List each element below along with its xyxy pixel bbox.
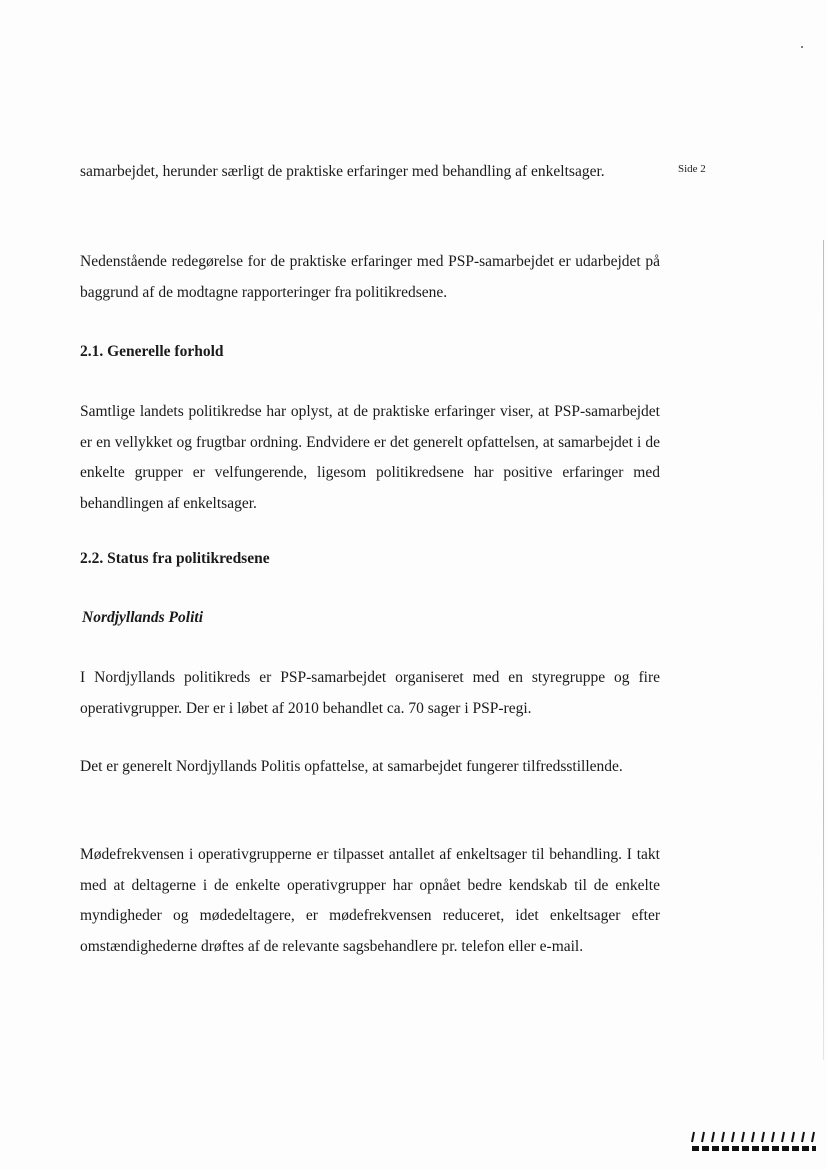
scan-speck [801, 46, 803, 48]
section-heading-general: 2.1. Generelle forhold [80, 343, 224, 360]
paragraph-report-basis: Nedenstående redegørelse for de praktiske erfaringer med PSP-samarbejdet er udarbejdet på baggrund af de modtagne rapporteringer fra politikredsene. [80, 253, 660, 301]
paragraph-meeting-frequency: Mødefrekvensen i operativgrupperne er tilpasset antallet af enkeltsager til behandling. I takt med at deltagerne i de enkelte operativgrupper har opnået bedre kendskab til de enkelte myndigheder og mødedeltagere, er mødefrekvensen reduceret, idet enkeltsager efter omstændighederne drøftes af de relevante sagsbehandlere pr. telefon eller e-mail. [80, 846, 660, 955]
paragraph-intro-continuation: samarbejdet, herunder særligt de praktiske erfaringer med behandling af enkeltsager. [80, 163, 605, 180]
paragraph-general-conditions: Samtlige landets politikredse har oplyst, at de praktiske erfaringer viser, at PSP-samarbejdet er en vellykket og frugtbar ordning. Endvidere er det generelt opfattelsen, at samarbejdet i de enkelte grupper er velfungerende, ligesom politikredsene har positive erfaringer med behandlingen af enkeltsager. [80, 403, 660, 512]
page-number-label: Side 2 [678, 163, 706, 175]
paragraph-organisation: I Nordjyllands politikreds er PSP-samarbejdet organiseret med en styregruppe og fire operativgrupper. Der er i løbet af 2010 behandlet ca. 70 sager i PSP-regi. [80, 669, 660, 717]
section-heading-status: 2.2. Status fra politikredsene [80, 550, 270, 567]
subheading-nordjyllands-politi: Nordjyllands Politi [82, 609, 203, 626]
scan-edge-line [823, 240, 824, 1060]
barcode-graphic [690, 1130, 820, 1154]
paragraph-assessment: Det er generelt Nordjyllands Politis opfattelse, at samarbejdet fungerer tilfredsstillende. [80, 758, 623, 775]
